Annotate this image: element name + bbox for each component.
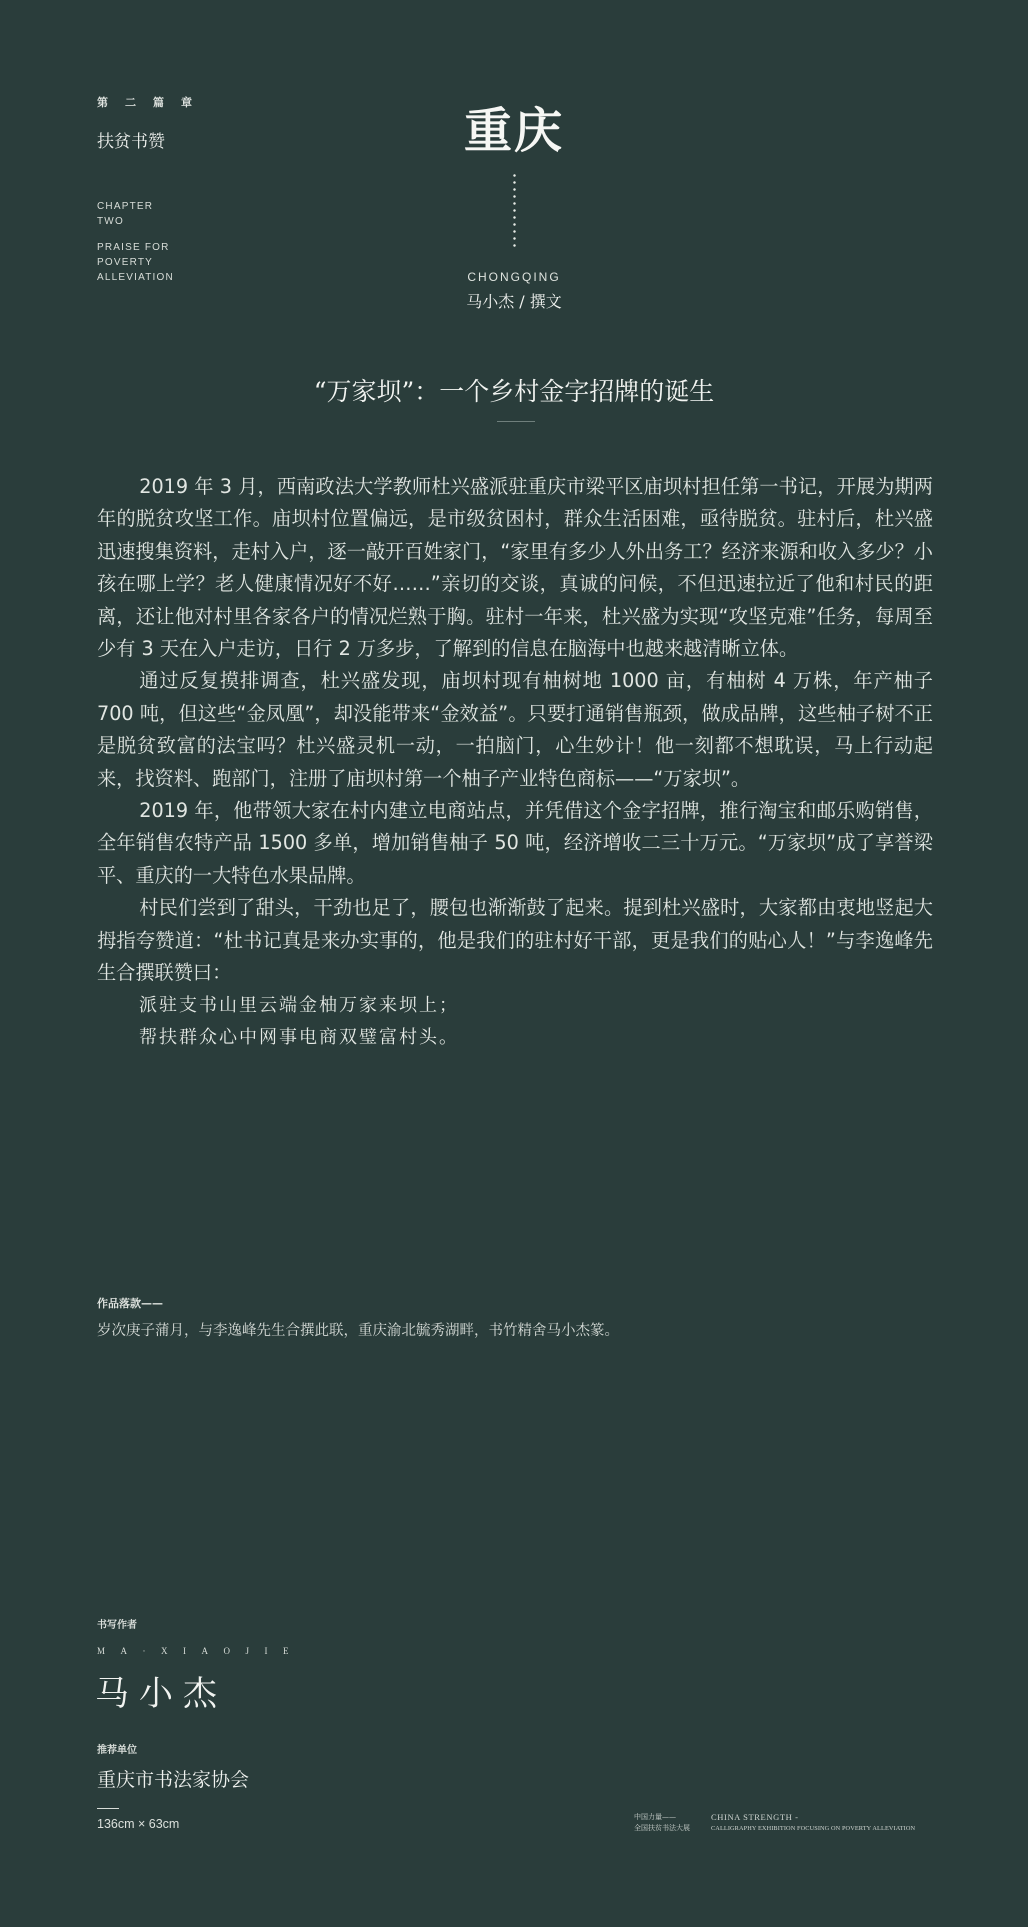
couplet-line-lower: 帮扶群众心中网事电商双璧富村头。 [139, 1026, 459, 1048]
byline: 马小杰 / 撰文 [466, 292, 562, 311]
writer-pinyin: MA·XIAOJIE [97, 1646, 304, 1656]
recommender-label: 推荐单位 [97, 1745, 137, 1756]
exhibition-brand-en [711, 1812, 915, 1834]
exhibition-brand-cn [634, 1812, 690, 1834]
dotted-divider [513, 172, 516, 248]
chapter-en-subtitle-line: PRAISE FOR [97, 242, 170, 253]
brand-en-line: CHINA STRENGTH - [711, 1812, 799, 1822]
city-en-label: CHONGQING [467, 270, 561, 284]
chapter-title: 扶贫书赞 [97, 132, 165, 152]
title-divider [497, 421, 535, 422]
couplet-line-upper: 派驻支书山里云端金柚万家来坝上； [139, 994, 459, 1016]
paragraph: 2019 年，他带领大家在村内建立电商站点，并凭借这个金字招牌，推行淘宝和邮乐购销售，全年销售农特产品 1500 多单，增加销售柚子 50 吨，经济增收二三十万元。“万家坝”成了享誉梁平、重庆的一大特色水果品牌。 [97, 799, 933, 887]
recommender-name: 重庆市书法家协会 [97, 1769, 250, 1791]
paragraph: 通过反复摸排调查，杜兴盛发现，庙坝村现有柚树地 1000 亩，有柚树 4 万株，年产柚子 700 吨，但这些“金凤凰”，却没能带来“金效益”。只要打通销售瓶颈，做成品牌，这些柚子树不正是脱贫致富的法宝吗？杜兴盛灵机一动，一拍脑门，心生妙计！他一刻都不想耽误，马上行动起来，找资料、跑部门，注册了庙坝村第一个柚子产业特色商标——“万家坝”。 [97, 669, 933, 790]
brand-cn-line: 中国力量—— [634, 1813, 676, 1821]
chapter-en-line: CHAPTER [97, 201, 154, 212]
chapter-en-line: TWO [97, 216, 124, 227]
inscription-label: 作品落款—— [97, 1297, 163, 1310]
writer-name: 马小杰 [95, 1674, 227, 1714]
article-title: “万家坝”：一个乡村金字招牌的诞生 [313, 377, 715, 406]
brand-en-line: CALLIGRAPHY EXHIBITION FOCUSING ON POVERTY ALLEVIATION [711, 1825, 916, 1832]
chapter-number: 第二篇章 [97, 96, 209, 109]
brand-cn-line: 全国扶贫书法大展 [634, 1824, 690, 1832]
paragraph: 2019 年 3 月，西南政法大学教师杜兴盛派驻重庆市梁平区庙坝村担任第一书记，开展为期两年的脱贫攻坚工作。庙坝村位置偏远，是市级贫困村，群众生活困难，亟待脱贫。驻村后，杜兴盛迅速搜集资料，走村入户，逐一敲开百姓家门，“家里有多少人外出务工？经济来源和收入多少？小孩在哪上学？老人健康情况好不好……”亲切的交谈，真诚的问候，不但迅速拉近了他和村民的距离，还让他对村里各家各户的情况烂熟于胸。驻村一年来，杜兴盛为实现“攻坚克难”任务，每周至少有 3 天在入户走访，日行 2 万多步，了解到的信息在脑海中也越来越清晰立体。 [97, 475, 933, 661]
article-body [97, 471, 933, 1054]
credits-divider [97, 1808, 119, 1809]
couplet [97, 990, 933, 1055]
inscription-text: 岁次庚子蒲月，与李逸峰先生合撰此联，重庆渝北毓秀湖畔，书竹精舍马小杰篆。 [97, 1323, 619, 1339]
paragraph: 村民们尝到了甜头，干劲也足了，腰包也渐渐鼓了起来。提到杜兴盛时，大家都由衷地竖起大拇指夸赞道：“杜书记真是来办实事的，他是我们的驻村好干部，更是我们的贴心人！”与李逸峰先生合撰联赞曰： [97, 896, 933, 985]
chapter-en-label [97, 199, 153, 229]
artwork-dimensions: 136cm × 63cm [97, 1817, 180, 1831]
city-title: 重庆 [463, 103, 564, 159]
chapter-en-subtitle-line: POVERTY [97, 257, 154, 268]
writer-label: 书写作者 [97, 1620, 137, 1631]
chapter-en-subtitle-line: ALLEVIATION [97, 272, 174, 283]
